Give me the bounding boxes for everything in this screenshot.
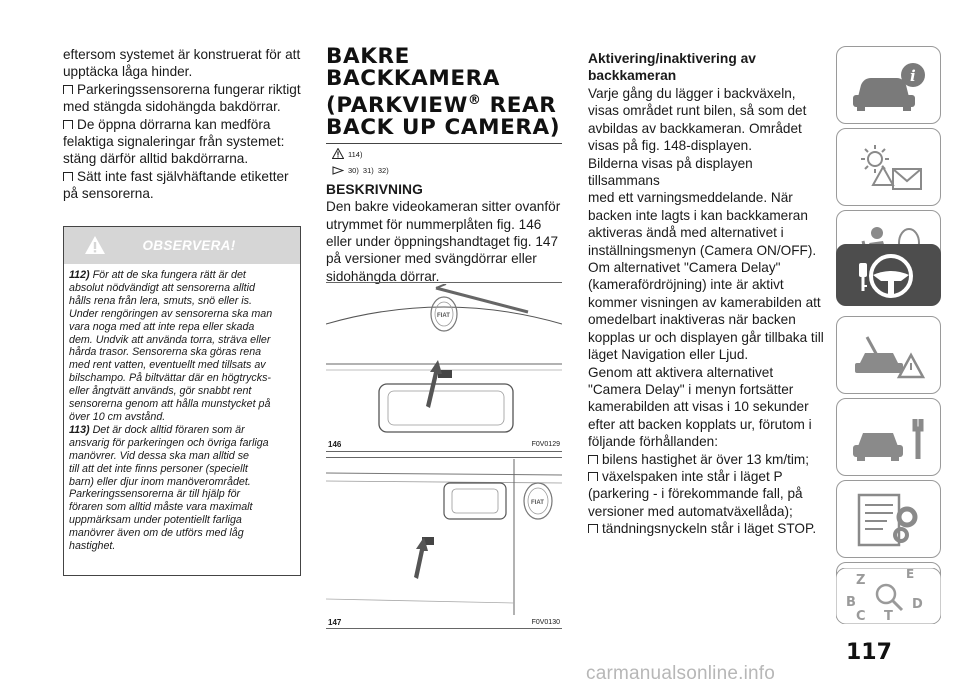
note-number: 112) bbox=[69, 269, 90, 281]
tab-car-info[interactable] bbox=[836, 46, 941, 124]
warning-small-icon bbox=[332, 148, 344, 159]
bullet-item-cont: felaktiga signaleringar från systemet: bbox=[63, 134, 285, 150]
tab-technical-data[interactable] bbox=[836, 480, 941, 558]
car-info-icon bbox=[837, 47, 942, 125]
note-references: 30) 31) 32) bbox=[348, 166, 389, 176]
tab-emergency[interactable] bbox=[836, 316, 941, 394]
bullet-item-cont: med stängda sidohängda bakdörrar. bbox=[63, 99, 281, 115]
bullet-icon bbox=[588, 524, 598, 533]
figure-code: F0V0129 bbox=[531, 441, 560, 448]
car-wrench-icon bbox=[837, 399, 942, 477]
note-body bbox=[64, 264, 300, 553]
tab-warning-lights[interactable] bbox=[836, 128, 941, 206]
bullet-item-cont: stäng därför alltid bakdörrarna. bbox=[63, 151, 249, 167]
bullet-item: växelspaken inte står i läget P bbox=[588, 468, 825, 485]
figure-146 bbox=[326, 282, 562, 452]
column-middle bbox=[326, 46, 563, 285]
index-letter: T bbox=[884, 609, 893, 624]
bullet-item: Parkeringssensorerna fungerar riktigt bbox=[63, 81, 303, 98]
section-title: BAKRE BACKKAMERA (PARKVIEW® REAR BACK UP CAMERA) bbox=[326, 44, 561, 141]
figure-147 bbox=[326, 457, 562, 629]
index-letter: E bbox=[906, 568, 915, 581]
bullet-item: tändningsnyckeln står i läget STOP. bbox=[588, 520, 825, 537]
svg-text:FIAT: FIAT bbox=[531, 500, 544, 506]
bullet-icon bbox=[588, 455, 598, 464]
bullet-item: De öppna dörrarna kan medföra bbox=[63, 116, 303, 133]
bullet-item: bilens hastighet är över 13 km/tim; bbox=[588, 451, 825, 468]
tab-index[interactable] bbox=[836, 568, 941, 624]
figure-number: 146 bbox=[328, 440, 342, 449]
bullet-item-cont: versioner med automatväxellåda); bbox=[588, 503, 793, 519]
intro-line: eftersom systemet är konstruerat för att bbox=[63, 47, 301, 62]
svg-text:i: i bbox=[910, 67, 916, 85]
steering-wheel-key-icon bbox=[837, 245, 942, 307]
page-number: 117 bbox=[846, 640, 892, 665]
note-number: 113) bbox=[69, 423, 90, 436]
note-112: 112) För att de ska fungera rätt är det absolut nödvändigt att sensorerna alltid hålls rena från lera, smuts, snö eller is. Under rengöringen av sensorerna ska man vara noga med att inte repa eller skada dem. Undvik att använda torra, sträva eller hårda trasor. Sensorerna ska göras rena med rent vatten, eventuellt med tillsats av bilschampo. På biltvättar där en högtrycks- eller ångtvätt används, gör snabbt rent sensorerna genom att hålla munstycket på över 10 cm avstånd. bbox=[69, 269, 273, 423]
bullet-icon bbox=[63, 85, 73, 94]
activation-text: Varje gång du lägger i backväxeln, visas området runt bilen, så som det avbildas av backkameran. Området visas på fig. 148-displayen. Bilderna visas på displayen tillsammans med ett varningsmeddelande. När backen inte lagts i kan backkameran aktiveras ändå med alternativet i inställningsmenyn (Camera ON/OFF). Om alternativet "Camera Delay" (kamerafördröjning) inte är aktivt kommer visningen av kamerabilden att omedelbart inaktiveras när backen kopplas ur och displayen går tillbaka till läget Navigation eller Ljud. Genom att aktivera alternativet "Camera Delay" i menyn fortsätter kamerabilden att visas i 10 sekunder efter att backen kopplats ur, förutom i följande förhållanden: bilens hastighet är över 13 km/tim; växelspaken inte står i läget P (parkering - i förekommande fall, på versioner med automatväxellåda); tändningsnyckeln står i läget STOP. bbox=[588, 86, 824, 537]
index-letter: D bbox=[912, 597, 923, 612]
car-crash-warning-icon bbox=[837, 317, 942, 395]
column-right bbox=[588, 50, 825, 538]
bullet-item-cont: på sensorerna. bbox=[63, 186, 154, 202]
description-text: Den bakre videokameran sitter ovanför utrymmet för nummerplåten fig. 146 eller under öppningshandtaget fig. 147 på versioner med svängdörrar eller sidohängda dörrar. bbox=[326, 199, 561, 284]
index-letter: Z bbox=[856, 573, 866, 588]
index-letter: B bbox=[846, 595, 856, 610]
bullet-item: Sätt inte fast självhäftande etiketter bbox=[63, 168, 303, 185]
references bbox=[326, 144, 563, 182]
watermark: carmanualsonline.info bbox=[586, 663, 776, 684]
bullet-icon bbox=[63, 120, 73, 129]
svg-text:FIAT: FIAT bbox=[437, 313, 450, 319]
bullet-icon bbox=[63, 172, 73, 181]
section-heading: BESKRIVNING bbox=[326, 182, 423, 198]
index-letter: C bbox=[856, 609, 866, 624]
specifications-gear-icon bbox=[837, 481, 942, 559]
warning-triangle-icon bbox=[84, 235, 106, 255]
note-113: 113) Det är dock alltid föraren som är ansvarig för parkeringen och övriga farliga manövrer. Vid dessa ska man alltid se till att det inte finns personer (speciellt barn) eller djur inom manöverområdet. Parkeringssensorerna är till hjälp för föraren som alltid måste vara maximalt uppmärksam under potentiellt farliga manövrer även om de utförs med låg hastighet. bbox=[69, 423, 269, 553]
rear-camera-door-handle-illustration bbox=[326, 459, 562, 615]
observera-note-box bbox=[63, 226, 301, 576]
note-pointer-icon bbox=[332, 166, 344, 175]
column-left bbox=[63, 46, 303, 203]
tab-starting-driving[interactable] bbox=[836, 244, 941, 306]
bullet-item-cont: (parkering - i förekommande fall, på bbox=[588, 486, 803, 502]
subsection-heading: Aktivering/inaktivering av backkameran bbox=[588, 51, 756, 83]
tab-maintenance[interactable] bbox=[836, 398, 941, 476]
bullet-icon bbox=[588, 472, 598, 481]
warning-reference: 114) bbox=[348, 150, 363, 160]
intro-line: upptäcka låga hinder. bbox=[63, 64, 193, 80]
figure-number: 147 bbox=[328, 618, 342, 627]
note-header bbox=[64, 227, 300, 264]
alphabetical-index-icon bbox=[836, 568, 941, 624]
warning-lights-envelope-icon bbox=[837, 129, 942, 207]
note-title: OBSERVERA! bbox=[142, 238, 236, 253]
rear-camera-license-plate-illustration bbox=[326, 284, 562, 436]
figure-code: F0V0130 bbox=[531, 619, 560, 626]
